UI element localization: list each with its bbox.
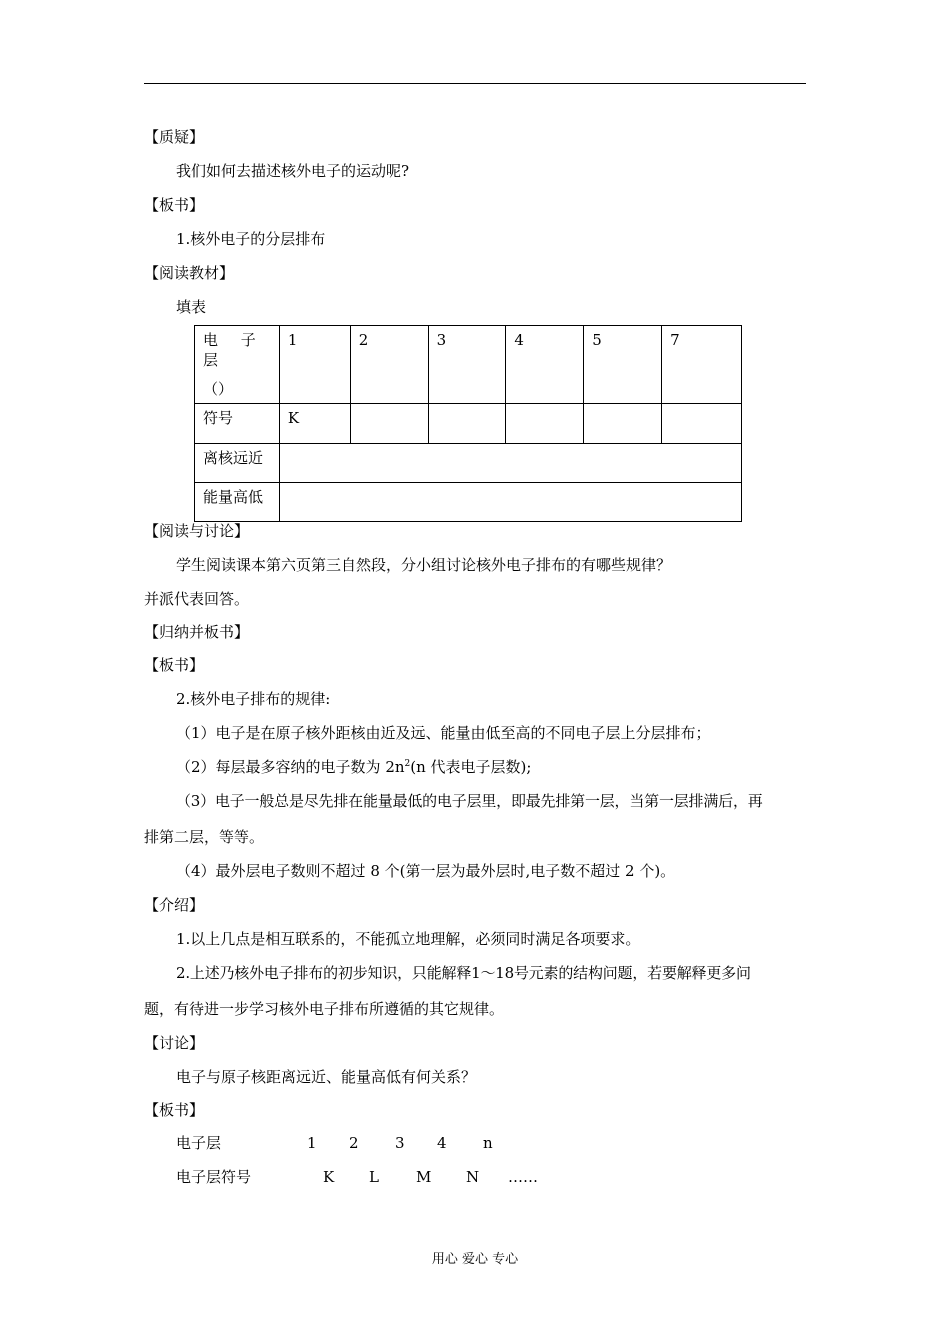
rule-1: （1）电子是在原子核外距核由近及远、能量由低至高的不同电子层上分层排布； <box>176 724 711 742</box>
table-header-cell <box>195 326 280 404</box>
rule-2-superscript: 2 <box>404 759 411 769</box>
section-tag-discussion: 【讨论】 <box>144 1034 205 1052</box>
rule-2 <box>176 757 531 777</box>
table-cell <box>279 483 741 522</box>
table-cell <box>350 404 428 444</box>
table-row <box>195 483 742 522</box>
layer-symbol-row <box>0 1167 950 1187</box>
section-tag-board: 【板书】 <box>144 196 205 214</box>
section-tag-summary: 【归纳并板书】 <box>144 623 250 641</box>
layer-label: 电子层 <box>176 1134 222 1152</box>
table-row <box>195 326 742 404</box>
table-cell <box>428 404 506 444</box>
layer-value: n <box>483 1134 493 1152</box>
table-cell <box>584 404 662 444</box>
symbol-value: K <box>323 1168 335 1186</box>
question-text: 我们如何去描述核外电子的运动呢? <box>176 162 410 180</box>
rule-3-cont: 排第二层，等等。 <box>144 828 265 846</box>
symbol-value: N <box>466 1168 480 1186</box>
rule-2-post: (n 代表电子层数); <box>410 758 532 776</box>
table-row <box>195 444 742 483</box>
table-cell: 4 <box>506 326 584 404</box>
table-cell <box>662 404 742 444</box>
rule-2-pre: （2）每层最多容纳的电子数为 2n <box>176 758 405 776</box>
layer-value: 4 <box>437 1134 447 1152</box>
layer-value: 3 <box>395 1134 405 1152</box>
table-cell: 2 <box>350 326 428 404</box>
symbol-value: M <box>416 1168 432 1186</box>
table-header-cell: 符号 <box>195 404 280 444</box>
section-tag-intro: 【介绍】 <box>144 896 205 914</box>
table-cell: 7 <box>662 326 742 404</box>
table-header-cell: 离核远近 <box>195 444 280 483</box>
intro-paragraph-2: 2.上述乃核外电子排布的初步知识，只能解释1～18号元素的结构问题，若要解释更多问 <box>176 964 751 982</box>
board-text: 1.核外电子的分层排布 <box>176 230 326 248</box>
rules-title: 2.核外电子排布的规律: <box>176 690 331 708</box>
table-cell <box>279 444 741 483</box>
section-tag-board: 【板书】 <box>144 656 205 674</box>
table-cell: 1 <box>279 326 350 404</box>
symbol-value: L <box>369 1168 379 1186</box>
symbol-label: 电子层符号 <box>176 1168 252 1186</box>
page-footer: 用心 爱心 专心 <box>431 1252 519 1267</box>
section-tag-board: 【板书】 <box>144 1101 205 1119</box>
discussion-question: 电子与原子核距离远近、能量高低有何关系？ <box>176 1068 477 1086</box>
section-tag-discussion: 【阅读与讨论】 <box>144 522 250 540</box>
section-tag-question: 【质疑】 <box>144 128 205 146</box>
symbol-value: …… <box>508 1168 538 1186</box>
layer-number-row <box>0 1133 950 1153</box>
table-cell <box>506 404 584 444</box>
table-header-cell: 能量高低 <box>195 483 280 522</box>
table-cell: 5 <box>584 326 662 404</box>
table-cell: K <box>279 404 350 444</box>
header-rule <box>144 83 806 84</box>
layer-value: 1 <box>307 1134 317 1152</box>
layer-header-label: 电 子 层 <box>203 331 265 369</box>
section-tag-reading: 【阅读教材】 <box>144 264 235 282</box>
fill-table-instruction: 填表 <box>176 298 207 316</box>
table-row <box>195 404 742 444</box>
discussion-text: 学生阅读课本第六页第三自然段，分小组讨论核外电子排布的有哪些规律？ <box>176 556 672 574</box>
intro-paragraph-1: 1.以上几点是相互联系的，不能孤立地理解，必须同时满足各项要求。 <box>176 930 641 948</box>
intro-paragraph-2-cont: 题，有待进一步学习核外电子排布所遵循的其它规律。 <box>144 1000 505 1018</box>
layer-value: 2 <box>349 1134 359 1152</box>
discussion-text-cont: 并派代表回答。 <box>144 590 250 608</box>
rule-4: （4）最外层电子数则不超过 8 个(第一层为最外层时,电子数不超过 2 个)。 <box>176 862 676 880</box>
layer-header-paren: （） <box>203 380 234 398</box>
rule-3: （3）电子一般总是尽先排在能量最低的电子层里，即最先排第一层，当第一层排满后，再 <box>176 792 763 810</box>
electron-shell-table <box>194 325 742 522</box>
table-cell: 3 <box>428 326 506 404</box>
